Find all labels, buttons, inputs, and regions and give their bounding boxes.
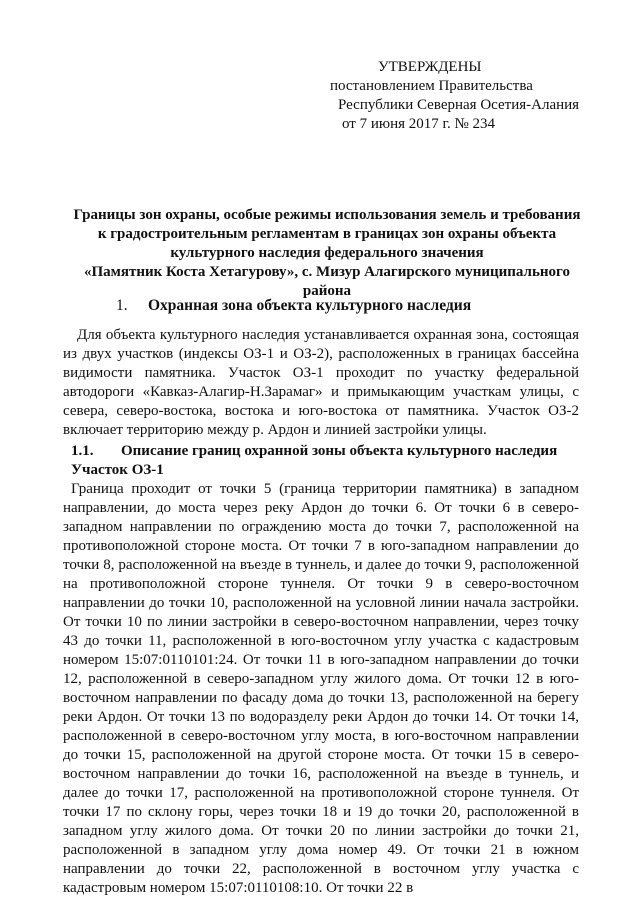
- section-1-heading: [116, 297, 471, 315]
- section-1-paragraph: Для объекта культурного наследия устанавливается охранная зона, состоящая из двух участков (индексы ОЗ-1 и ОЗ-2), расположенных в границах бассейна видимости памятника. Участок ОЗ-1 проходит по участку федеральной автодороги «Кавказ-Алагир-Н.Зарамаг» и примыкающим участкам улицы, с севера, северо-востока, востока и юго-востока от памятника. Участок ОЗ-2 включает территорию между р. Ардон и линией застройки улицы.: [63, 327, 579, 438]
- approval-heading: УТВЕРЖДЕНЫ: [378, 59, 482, 75]
- section-title: Описание границ охранной зоны объекта культурного наследия: [121, 443, 558, 459]
- section-number: 1.: [116, 297, 128, 314]
- title-line: культурного наследия федерального значения: [170, 245, 484, 261]
- title-line: «Памятник Коста Хетагурову», с. Мизур Алагирского муниципального: [83, 264, 570, 280]
- approval-stamp: [330, 58, 579, 134]
- approval-date: от 7 июня 2017 г. № 234: [342, 116, 496, 132]
- section-1-1-heading: [63, 442, 557, 480]
- title-line: Границы зон охраны, особые режимы использования земель и требования: [73, 207, 581, 223]
- title-line: к градостроительным регламентам в границах зон охраны объекта: [97, 226, 557, 242]
- subsection-title: Участок ОЗ-1: [71, 462, 164, 478]
- approval-line: постановлением Правительства: [330, 78, 533, 94]
- approval-line: Республики Северная Осетия-Алания: [338, 97, 580, 113]
- section-number: 1.1.: [71, 443, 94, 459]
- title-line: района: [302, 283, 352, 299]
- section-title: Охранная зона объекта культурного наследия: [148, 297, 472, 314]
- document-title: [62, 206, 592, 301]
- section-1-1-paragraph: Граница проходит от точки 5 (граница территории памятника) в западном направлении, до моста через реку Ардон до точки 6. От точки 6 в северо-западном направлении по ограждению моста до точки 7, расположенной на противоположной стороне моста. От точки 7 в юго-западном направлении до точки 8, расположенной на въезде в туннель, и далее до точки 9, расположенной на противоположной стороне туннеля. От точки 9 в северо-восточном направлении до точки 10, расположенной на условной линии начала застройки. От точки 10 по линии застройки в северо-восточном направлении, через точку 43 до точки 11, расположенной в юго-восточном углу участка с кадастровым номером 15:07:0110101:24. От точки 11 в юго-западном направлении до точки 12, расположенной в северо-западном углу жилого дома. От точки 12 в юго-восточном направлении по фасаду дома до точки 13, расположенной на берегу реки Ардон. От точки 13 по водоразделу реки Ардон до точки 14. От точки 14, расположенной в северо-восточном углу моста, в юго-восточном направлении до точки 15, расположенной на другой стороне моста. От точки 15 в северо-восточном направлении до точки 16, расположенной на въезде в туннель, и далее до точки 17, расположенной на противоположной стороне туннеля. От точки 17 по склону горы, через точки 18 и 19 до точки 20, расположенной в западном углу жилого дома. От точки 20 по линии застройки до точки 21, расположенной в западном углу дома номер 49. От точки 21 в южном направлении до точки 22, расположенной в восточном углу участка с кадастровым номером 15:07:0110108:10. От точки 22 в: [63, 481, 579, 896]
